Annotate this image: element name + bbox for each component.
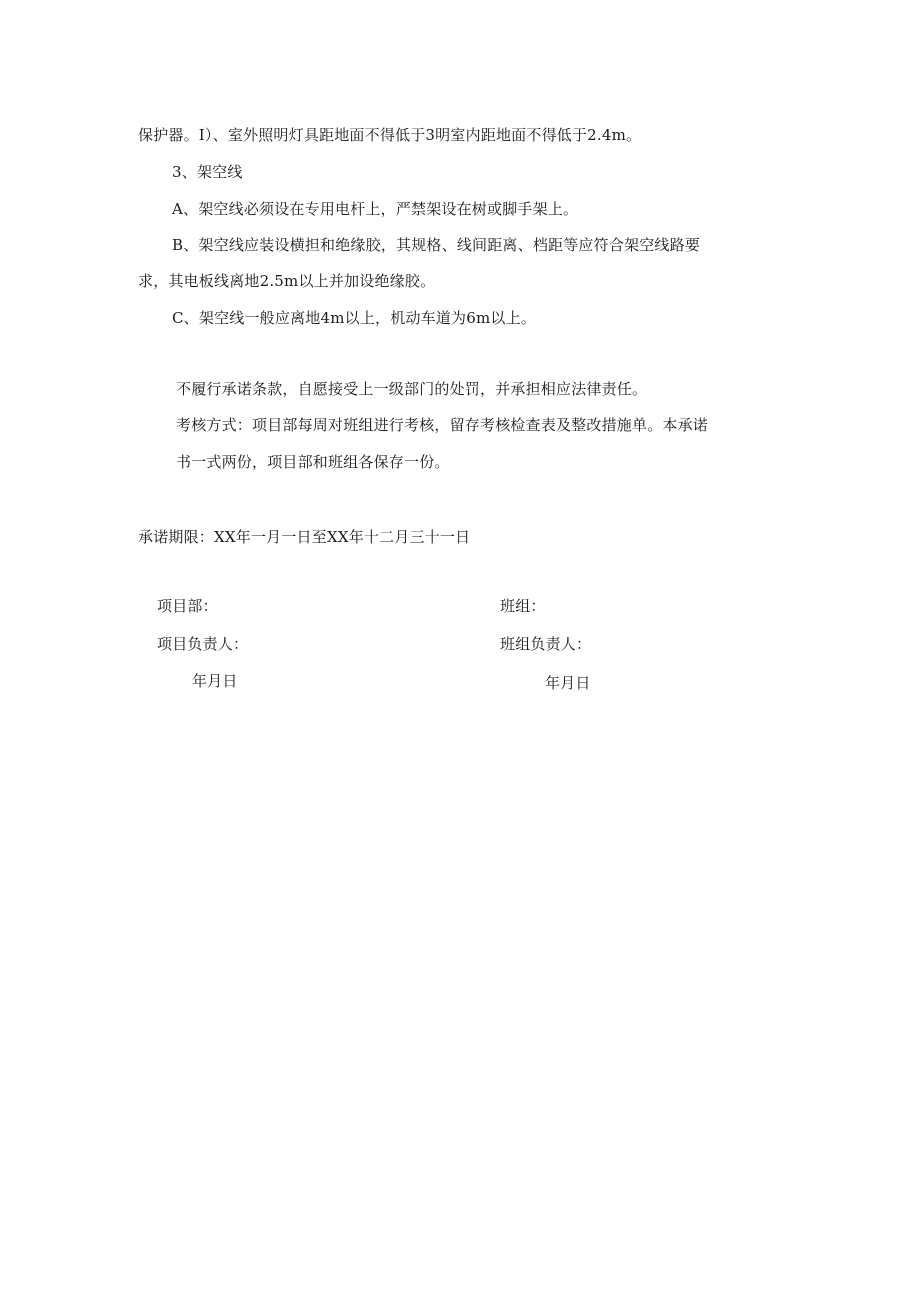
penalty-clause: 不履行承诺条款，自愿接受上一级部门的处罚，并承担相应法律责任。	[176, 380, 648, 398]
paragraph-line-b-cont: 求，其电板线离地2.5m以上并加设绝缘胶。	[138, 272, 436, 290]
section-heading-overhead-line: 3、架空线	[172, 163, 243, 181]
signature-left-leader: 项目负责人：	[157, 635, 249, 653]
paragraph-line-1: 保护器。I）、室外照明灯具距地面不得低于3明室内距地面不得低于2.4m。	[138, 126, 642, 144]
assessment-method: 考核方式：项目部每周对班组进行考核，留存考核检查表及整改措施单。本承诺	[176, 416, 709, 434]
commitment-period: 承诺期限：XX年一月一日至XX年十二月三十一日	[138, 528, 471, 546]
signature-left-dept: 项目部：	[157, 597, 218, 615]
paragraph-line-c: C、架空线一般应离地4m以上，机动车道为6m以上。	[172, 309, 537, 327]
paragraph-line-b: B、架空线应装设横担和绝缘胶，其规格、线间距离、档距等应符合架空线路要	[172, 236, 701, 254]
assessment-method-cont: 书一式两份，项目部和班组各保存一份。	[176, 453, 450, 471]
signature-right-date: 年月日	[545, 674, 591, 692]
signature-right-dept: 班组：	[500, 597, 546, 615]
paragraph-line-a: A、架空线必须设在专用电杆上，严禁架设在树或脚手架上。	[172, 200, 579, 218]
signature-right-leader: 班组负责人：	[500, 635, 592, 653]
signature-left-date: 年月日	[192, 672, 238, 690]
